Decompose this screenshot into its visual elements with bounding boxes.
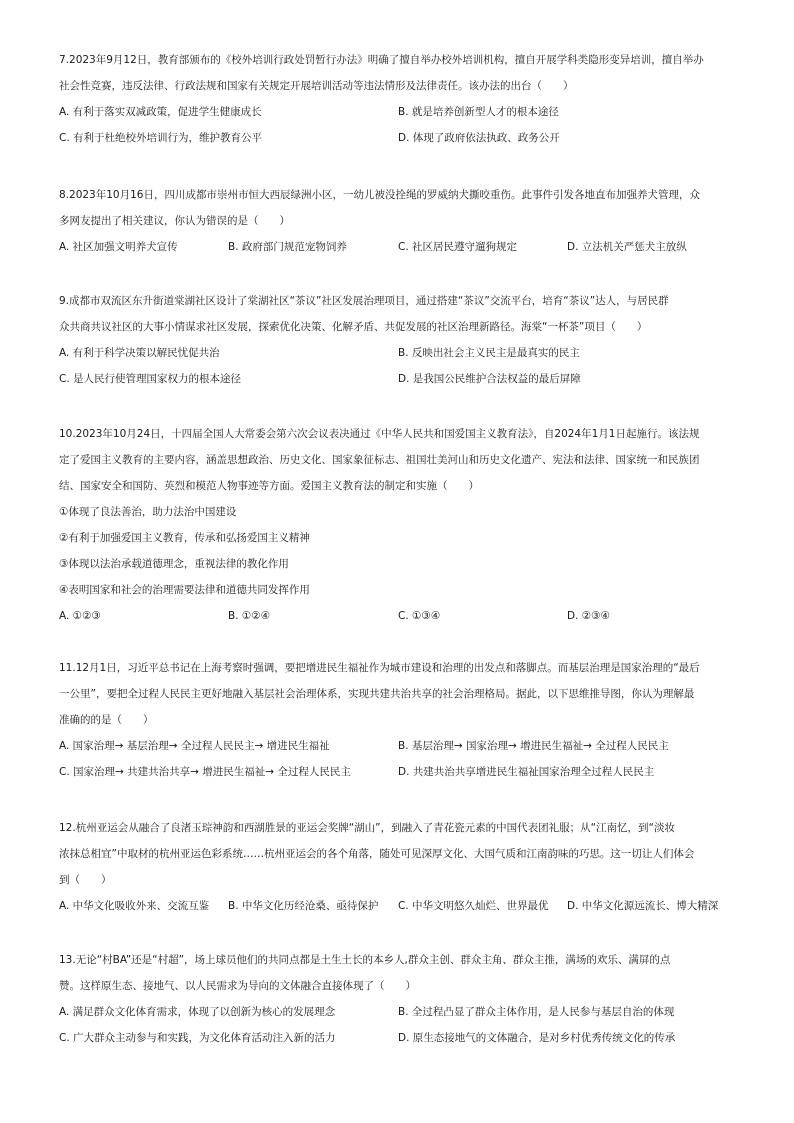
option-c: C. 广大群众主动参与和实践，为文化体育活动注入新的活力 — [59, 1032, 336, 1044]
option-a: A. 满足群众文化体育需求，体现了以创新为核心的发展理念 — [59, 1006, 336, 1018]
stem-line: 定了爱国主义教育的主要内容，涵盖思想政治、历史文化、国家象征标志、祖国壮美河山和历史文化遗产、宪法和法律、国家统一和民族团 — [59, 454, 700, 466]
statement-1: ①体现了良法善治，助力法治中国建设 — [59, 506, 237, 518]
option-b: B. 就是培养创新型人才的根本途径 — [398, 106, 559, 118]
option-c: C. 国家治理→ 共建共治共享→ 增进民生福祉→ 全过程人民民主 — [59, 766, 351, 778]
option-row — [59, 759, 739, 785]
option-b: B. 政府部门规范宠物饲养 — [228, 241, 347, 253]
stem-line: 社会性竞赛，违反法律、行政法规和国家有关规定开展培训活动等违法情形及法律责任。该办法的出台（ ） — [59, 80, 574, 92]
option-row — [59, 893, 739, 919]
question-stem — [59, 288, 739, 340]
stem-line: 8.2023年10月16日，四川成都市崇州市恒大西辰绿洲小区，一幼儿被没拴绳的罗威纳犬撕咬重伤。此事件引发各地直布加强养犬管理，众 — [59, 189, 700, 201]
question-stem — [59, 815, 739, 893]
stem-line: 浓抹总相宜”中取材的杭州亚运色彩系统……杭州亚运会的各个角落，随处可见深厚文化、大国气质和江南韵味的巧思。这一切让人们体会 — [59, 848, 695, 860]
option-a: A. ①②③ — [59, 610, 101, 622]
statement-3: ③体现以法治承载道德理念，重视法律的教化作用 — [59, 558, 289, 570]
stem-line: 7.2023年9月12日，教育部颁布的《校外培训行政处罚暂行办法》明确了擅自举办校外培训机构，擅自开展学科类隐形变异培训，擅自举办 — [59, 54, 704, 66]
option-a: A. 中华文化吸收外来、交流互鉴 — [59, 900, 210, 912]
option-b: B. 中华文化历经沧桑、亟待保护 — [228, 900, 379, 912]
stem-line: 一公里”，要把全过程人民民主更好地融入基层社会治理体系，实现共建共治共享的社会治理格局。据此，以下思维推导图，你认为理解最 — [59, 688, 695, 700]
question-stem — [59, 947, 739, 999]
option-d: D. 共建共治共享增进民生福祉国家治理全过程人民民主 — [398, 766, 655, 778]
stem-line: 9.成都市双流区东升街道棠湖社区设计了棠湖社区“茶议”社区发展治理项目，通过搭建“茶议”交流平台，培育“茶议”达人，与居民群 — [59, 295, 669, 307]
question-9 — [59, 288, 739, 392]
stem-line: 10.2023年10月24日，十四届全国人大常委会第六次会议表决通过《中华人民共和国爱国主义教育法》，自2024年1月1日起施行。该法规 — [59, 428, 700, 440]
stem-line: 12.杭州亚运会从融合了良渚玉琮神韵和西湖胜景的亚运会奖牌“湖山”，到融入了青花瓷元素的中国代表团礼服；从“江南忆，到“淡妆 — [59, 822, 675, 834]
option-c: C. 有利于杜绝校外培训行为，维护教育公平 — [59, 132, 263, 144]
statement-4: ④表明国家和社会的治理需要法律和道德共同发挥作用 — [59, 584, 310, 596]
option-row — [59, 99, 739, 125]
option-d: D. ②③④ — [567, 610, 610, 622]
option-c: C. 中华文明悠久灿烂、世界最优 — [398, 900, 549, 912]
option-d: D. 立法机关严惩犬主放纵 — [567, 241, 687, 253]
option-b: B. 基层治理→ 国家治理→ 增进民生福祉→ 全过程人民民主 — [398, 740, 669, 752]
option-c: C. 社区居民遵守遛狗规定 — [398, 241, 518, 253]
option-d: D. 中华文化源远流长、博大精深 — [567, 900, 719, 912]
stem-line: 多网友提出了相关建议，你认为错误的是（ ） — [59, 215, 290, 227]
question-stem — [59, 182, 739, 234]
option-row — [59, 340, 739, 366]
stem-line: 11.12月1日，习近平总书记在上海考察时强调，要把增进民生福祉作为城市建设和治理的出发点和落脚点。而基层治理是国家治理的“最后 — [59, 662, 700, 674]
option-row — [59, 125, 739, 151]
option-c: C. ①③④ — [398, 610, 441, 622]
question-8 — [59, 182, 739, 260]
option-a: A. 有利于落实双减政策，促进学生健康成长 — [59, 106, 262, 118]
option-c: C. 是人民行使管理国家权力的根本途径 — [59, 373, 242, 385]
option-d: D. 是我国公民维护合法权益的最后屏障 — [398, 373, 581, 385]
option-row — [59, 603, 739, 629]
option-row — [59, 366, 739, 392]
question-11 — [59, 655, 739, 785]
question-stem — [59, 655, 739, 733]
stem-line: 到（ ） — [59, 874, 112, 886]
option-d: D. 原生态接地气的文体融合，是对乡村优秀传统文化的传承 — [398, 1032, 676, 1044]
option-b: B. 反映出社会主义民主是最真实的民主 — [398, 347, 580, 359]
stem-line: 13.无论“村BA”还是“村超”，场上球员他们的共同点都是土生土长的本乡人,群众主创、群众主角、群众主推，满场的欢乐、满屏的点 — [59, 954, 671, 966]
option-d: D. 体现了政府依法执政、政务公开 — [398, 132, 560, 144]
question-stem — [59, 47, 739, 99]
question-7 — [59, 47, 739, 151]
stem-line: 准确的的是（ ） — [59, 714, 154, 726]
question-stem — [59, 421, 739, 499]
option-b: B. 全过程凸显了群众主体作用，是人民参与基层自治的体现 — [398, 1006, 675, 1018]
option-a: A. 有利于科学决策以解民忧促共治 — [59, 347, 220, 359]
option-row — [59, 234, 739, 260]
question-10 — [59, 421, 739, 629]
option-row — [59, 1025, 739, 1051]
statement-2: ②有利于加强爱国主义教育，传承和弘扬爱国主义精神 — [59, 532, 310, 544]
question-12 — [59, 815, 739, 919]
option-row — [59, 733, 739, 759]
option-a: A. 社区加强文明养犬宣传 — [59, 241, 178, 253]
question-13 — [59, 947, 739, 1051]
stem-line: 赞。这样原生态、接地气、以人民需求为导向的文体融合直接体现了（ ） — [59, 980, 416, 992]
stem-line: 众共商共议社区的大事小情谋求社区发展，探索优化决策、化解矛盾、共促发展的社区治理新路径。海棠“一杯茶”项目（ ） — [59, 321, 648, 333]
option-a: A. 国家治理→ 基层治理→ 全过程人民民主→ 增进民生福祉 — [59, 740, 330, 752]
stem-line: 结、国家安全和国防、英烈和模范人物事迹等方面。爱国主义教育法的制定和实施（ ） — [59, 480, 479, 492]
option-row — [59, 999, 739, 1025]
option-b: B. ①②④ — [228, 610, 271, 622]
